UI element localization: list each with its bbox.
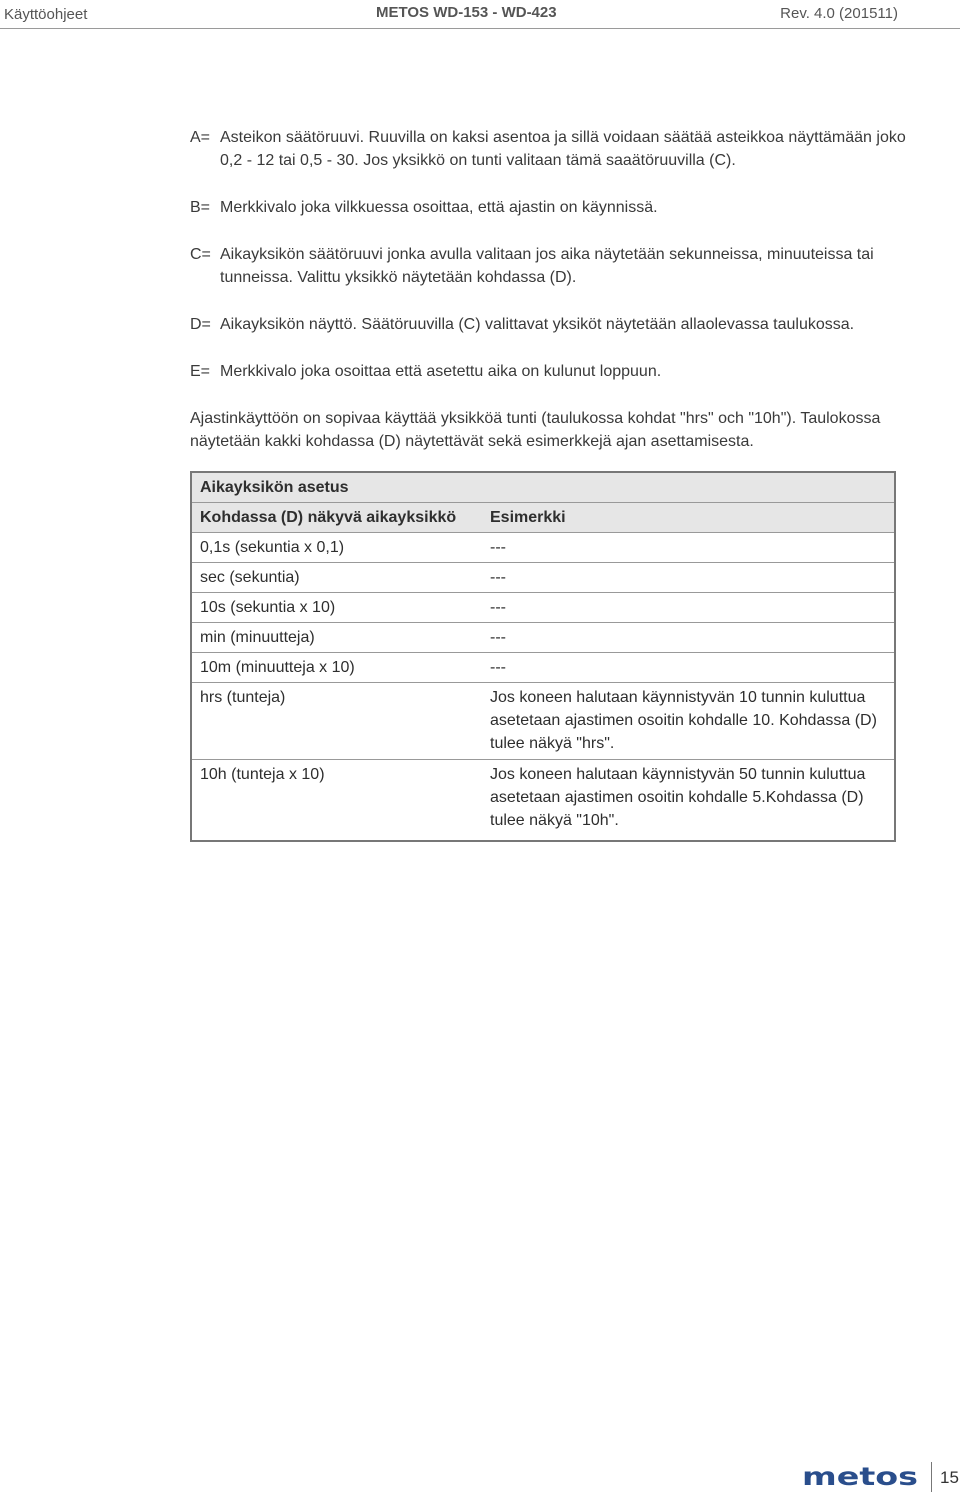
entry-e <box>190 360 906 383</box>
page-header <box>0 0 960 29</box>
entry-text: Merkkivalo joka vilkkuessa osoittaa, että ajastin on käynnissä. <box>220 199 658 216</box>
entry-key: B= <box>190 199 211 216</box>
page-footer <box>0 1462 960 1493</box>
table-row <box>191 533 895 563</box>
header-model: METOS WD-153 - WD-423 <box>376 4 557 21</box>
example-cell: Jos koneen halutaan käynnistyvän 50 tunnin kuluttua asetetaan ajastimen osoitin kohdalle 5.Kohdassa (D) tulee näkyä "10h". <box>482 760 895 842</box>
description-section <box>190 126 906 489</box>
table-row <box>191 563 895 593</box>
header-doc-type: Käyttöohjeet <box>4 6 88 23</box>
unit-cell: 10h (tunteja x 10) <box>191 760 482 842</box>
unit-cell: hrs (tunteja) <box>191 683 482 760</box>
table-row <box>191 653 895 683</box>
table-row <box>191 760 895 842</box>
entry-b <box>190 196 906 219</box>
column-header-example: Esimerkki <box>482 503 895 533</box>
table-row <box>191 623 895 653</box>
entry-d <box>190 313 906 336</box>
table-title: Aikayksikön asetus <box>191 472 895 503</box>
header-revision: Rev. 4.0 (201511) <box>780 5 898 22</box>
entry-text: Asteikon säätöruuvi. Ruuvilla on kaksi asentoa ja sillä voidaan säätää asteikkoa näyttämään joko 0,2 - 12 tai 0,5 - 30. Jos yksikkö on tunti valitaan tämä saaätöruuvilla (C). <box>220 129 906 169</box>
table-header-row <box>191 503 895 533</box>
table-row <box>191 683 895 760</box>
unit-cell: 0,1s (sekuntia x 0,1) <box>191 533 482 563</box>
entry-text: Merkkivalo joka osoittaa että asetettu aika on kulunut loppuun. <box>220 363 662 380</box>
example-cell: --- <box>482 563 895 593</box>
unit-cell: sec (sekuntia) <box>191 563 482 593</box>
column-header-unit: Kohdassa (D) näkyvä aikayksikkö <box>191 503 482 533</box>
table-title-row <box>191 472 895 503</box>
entry-c <box>190 243 906 289</box>
unit-cell: 10s (sekuntia x 10) <box>191 593 482 623</box>
example-cell: --- <box>482 623 895 653</box>
example-cell: --- <box>482 593 895 623</box>
entry-key: E= <box>190 363 211 380</box>
metos-logo <box>802 1466 918 1488</box>
entry-key: C= <box>190 246 211 263</box>
entry-a <box>190 126 906 172</box>
example-cell: --- <box>482 653 895 683</box>
page-number: 15 <box>940 1468 959 1487</box>
unit-cell: min (minuutteja) <box>191 623 482 653</box>
table-row <box>191 593 895 623</box>
entry-key: A= <box>190 129 211 146</box>
entry-text: Aikayksikön näyttö. Säätöruuvilla (C) valittavat yksiköt näytetään allaolevassa taulukossa. <box>220 316 855 333</box>
unit-cell: 10m (minuutteja x 10) <box>191 653 482 683</box>
time-unit-table <box>190 471 896 842</box>
example-cell: --- <box>482 533 895 563</box>
usage-paragraph: Ajastinkäyttöön on sopivaa käyttää yksikköä tunti (taulukossa kohdat "hrs" och "10h"). Taulokossa näytetään kakki kohdassa (D) näytettävät sekä esimerkkejä ajan asettamisesta. <box>190 410 881 450</box>
logo-wordmark: metos <box>802 1466 918 1488</box>
entry-text: Aikayksikön säätöruuvi jonka avulla valitaan jos aika näytetään sekunneissa, minuuteissa tai tunneissa. Valittu yksikkö näytetään kohdassa (D). <box>220 246 874 286</box>
footer-divider <box>931 1462 932 1492</box>
entry-key: D= <box>190 316 211 333</box>
example-cell: Jos koneen halutaan käynnistyvän 10 tunnin kuluttua asetetaan ajastimen osoitin kohdalle 10. Kohdassa (D) tulee näkyä "hrs". <box>482 683 895 760</box>
